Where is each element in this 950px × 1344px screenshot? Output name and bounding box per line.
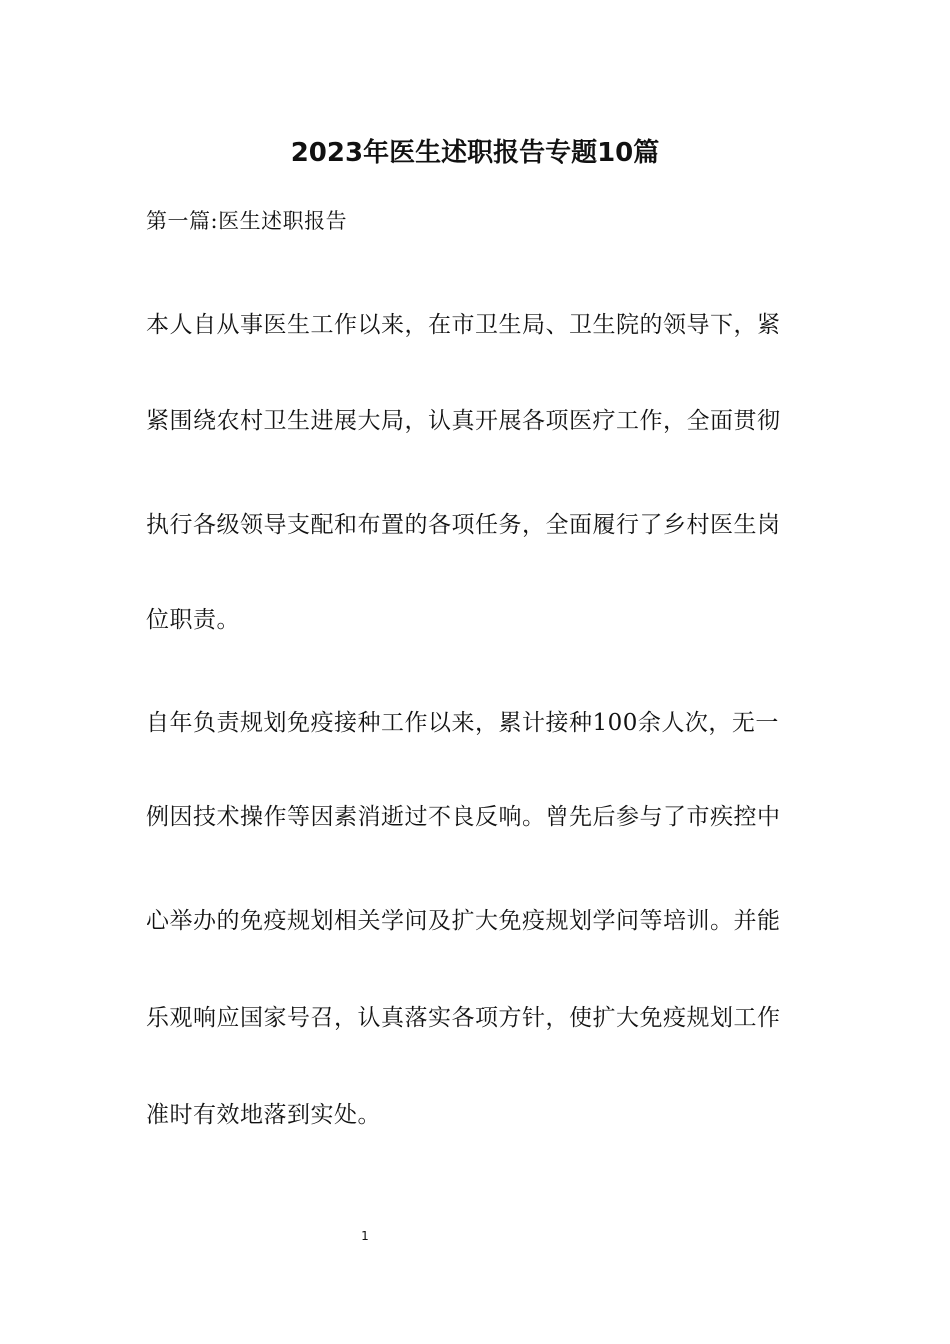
paragraph-line: 自年负责规划免疫接种工作以来，累计接种100余人次，无一 xyxy=(146,710,779,736)
paragraph-line: 本人自从事医生工作以来，在市卫生局、卫生院的领导下，紧 xyxy=(146,312,781,338)
paragraph-line: 执行各级领导支配和布置的各项任务，全面履行了乡村医生岗 xyxy=(146,512,781,538)
paragraph-line: 心举办的免疫规划相关学问及扩大免疫规划学问等培训。并能 xyxy=(146,908,781,934)
section-heading: 第一篇:医生述职报告 xyxy=(146,209,348,233)
paragraph-line: 位职责。 xyxy=(146,607,240,633)
paragraph-line: 例因技术操作等因素消逝过不良反响。曾先后参与了市疾控中 xyxy=(146,804,781,830)
page-number: 1 xyxy=(361,1229,369,1243)
paragraph-line: 紧围绕农村卫生进展大局，认真开展各项医疗工作，全面贯彻 xyxy=(146,408,781,434)
paragraph-line: 乐观响应国家号召，认真落实各项方针，使扩大免疫规划工作 xyxy=(146,1005,781,1031)
paragraph-line: 准时有效地落到实处。 xyxy=(146,1102,381,1128)
document-title: 2023年医生述职报告专题10篇 xyxy=(290,138,660,168)
